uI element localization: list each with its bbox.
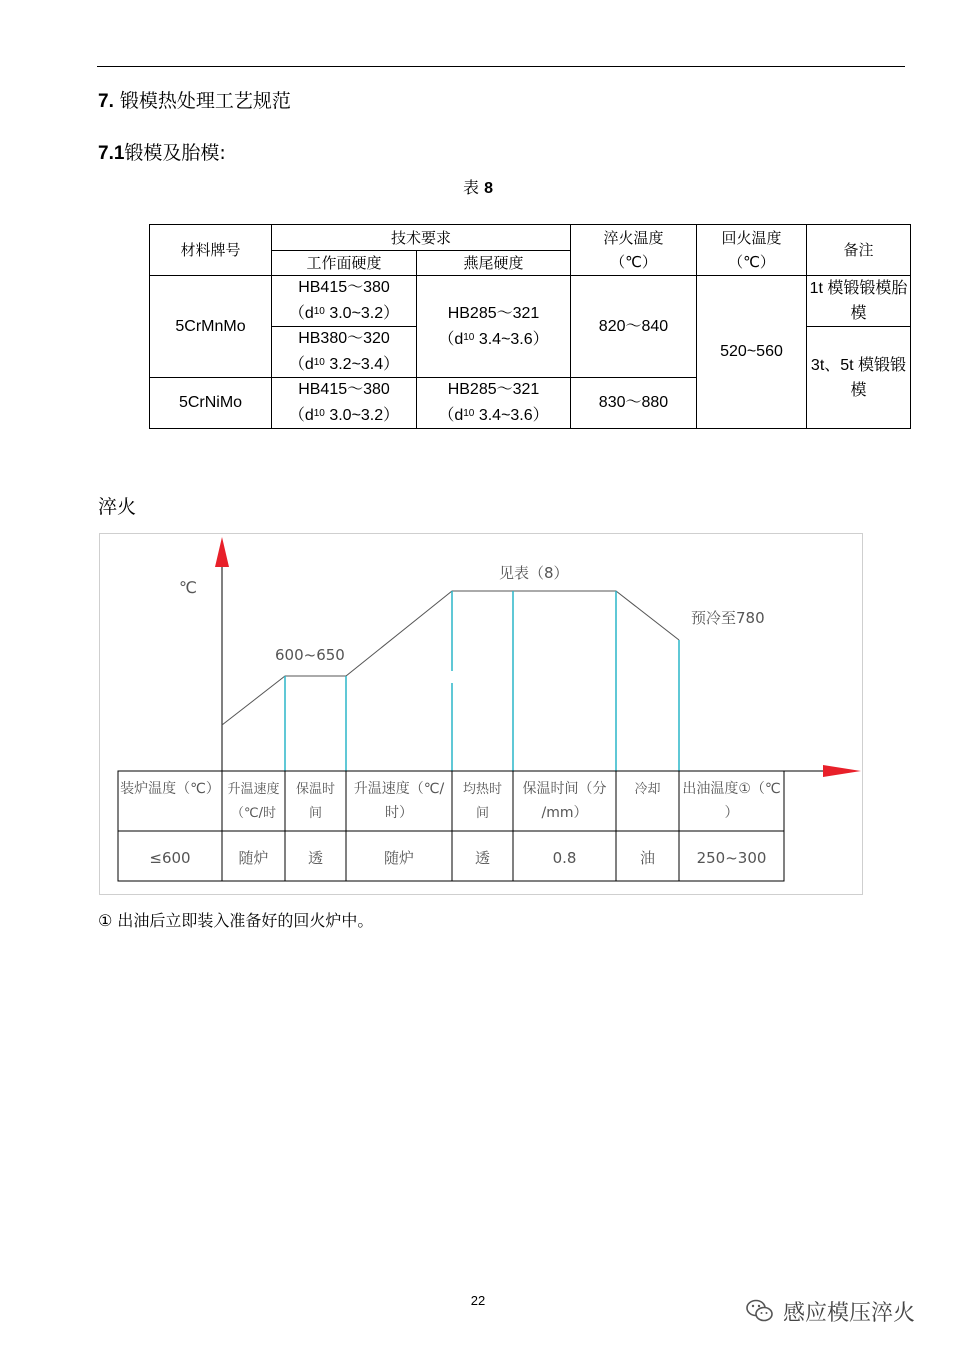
y-axis-arrow: [215, 537, 229, 567]
cell-work-1b: HB380～320 （$d_{10}$ 3.2~3.4）: [272, 327, 417, 378]
cell-work-1a: HB415～380 （$d_{10}$ 3.0~3.2）: [272, 276, 417, 327]
label-preheat: 600~650: [275, 646, 345, 664]
x-axis-arrow: [823, 765, 861, 777]
cell-material-2: 5CrNiMo: [150, 378, 272, 429]
header-work-hardness: 工作面硬度: [272, 251, 417, 276]
table-caption: 表 8: [462, 178, 493, 197]
header-rule: [97, 66, 905, 67]
quench-title: 淬火: [98, 496, 137, 518]
process-value-5: 透: [474, 849, 491, 867]
header-tech: 技术要求: [272, 225, 571, 251]
label-soak: 见表（8）: [499, 564, 569, 582]
y-unit-label: ℃: [179, 578, 197, 597]
header-note: 备注: [807, 225, 911, 276]
cell-work-2: HB415～380 （$d_{10}$ 3.0~3.2）: [272, 378, 417, 429]
cell-quench-1: 820～840: [571, 276, 697, 378]
header-tail-hardness: 燕尾硬度: [417, 251, 571, 276]
page-number: 22: [470, 1293, 486, 1308]
cell-tail-2: HB285～321 （$d_{10}$ 3.4~3.6）: [417, 378, 571, 429]
process-value-7: 油: [639, 849, 656, 867]
footnote: ① 出油后立即装入准备好的回火炉中。: [98, 911, 374, 930]
process-value-4: 随炉: [383, 849, 415, 867]
watermark: 感应模压淬火: [783, 1301, 916, 1326]
label-precool: 预冷至780: [691, 609, 765, 627]
cell-material-1: 5CrMnMo: [150, 276, 272, 378]
process-value-3: 透: [307, 849, 324, 867]
quench-process-diagram: [99, 533, 863, 895]
process-value-8: 250~300: [696, 849, 767, 867]
process-value-1: ≤600: [149, 849, 191, 867]
process-value-6: 0.8: [552, 849, 577, 867]
header-quench: 淬火温度 （℃）: [571, 225, 697, 276]
spec-table: [149, 224, 911, 429]
header-material: 材料牌号: [150, 225, 272, 276]
section-heading: 7. 锻模热处理工艺规范: [98, 90, 291, 112]
header-temper: 回火温度 （℃）: [697, 225, 807, 276]
process-header-3: 保温时间: [295, 782, 336, 821]
process-header-2: 升温速度（℃/时: [227, 782, 280, 821]
subsection-heading: 7.1锻模及胎模:: [98, 142, 226, 164]
process-header-4: 升温速度（℃/时）: [353, 781, 445, 821]
process-header-1: 装炉温度（℃）: [120, 781, 220, 797]
cell-tail-1: HB285～321 （$d_{10}$ 3.4~3.6）: [417, 276, 571, 378]
wechat-icon: [745, 1298, 775, 1324]
process-header-6: 保温时间（分/mm）: [522, 781, 607, 821]
cell-note-2: 3t、5t 模锻锻模: [807, 327, 911, 429]
cell-note-1: 1t 模锻锻模胎模: [807, 276, 911, 327]
process-header-5: 均热时间: [462, 782, 503, 821]
process-header-8: 出油温度①（℃）: [682, 781, 781, 821]
process-header-7: 冷却: [634, 782, 661, 797]
cell-quench-2: 830～880: [571, 378, 697, 429]
process-value-2: 随炉: [238, 849, 269, 867]
cell-temper: 520~560: [697, 276, 807, 429]
